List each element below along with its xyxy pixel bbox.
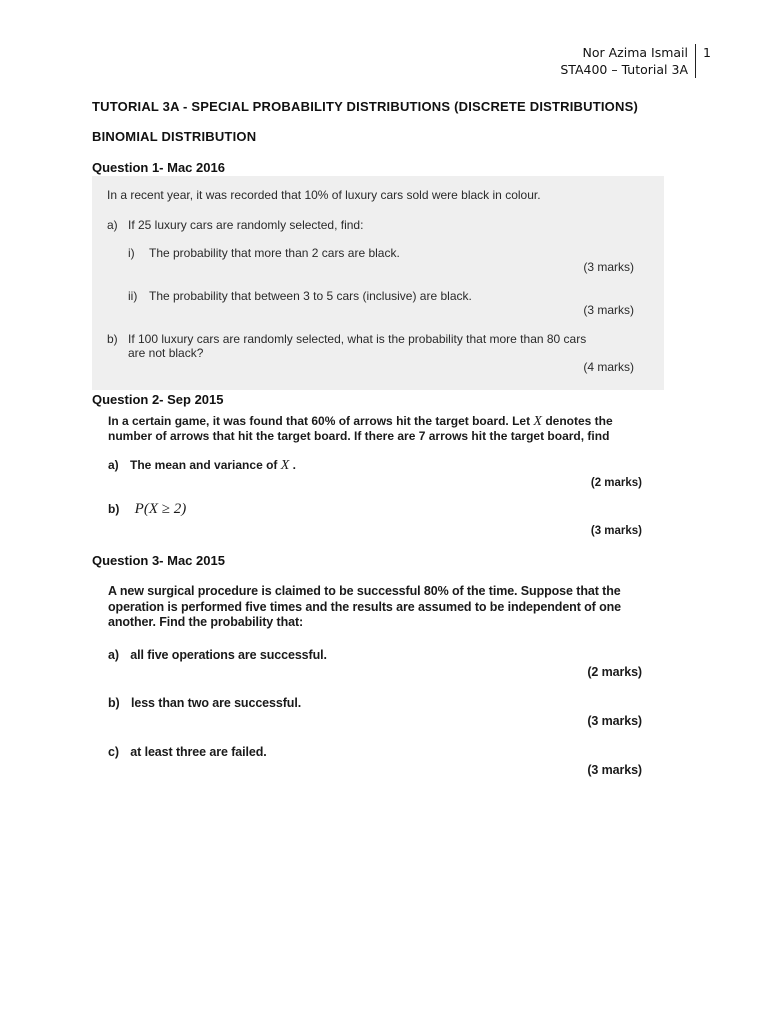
question-1-title: Question 1- Mac 2016 <box>92 160 225 175</box>
q2-part-a <box>108 458 642 473</box>
q1-part-b-label: b) <box>107 332 118 346</box>
q3-part-b <box>108 696 642 712</box>
q2-variable: X <box>533 414 542 429</box>
q3-intro-line-3: another. Find the probability that: <box>108 615 304 629</box>
q3-intro-line-1: A new surgical procedure is claimed to be successful 80% of the time. Suppose that the <box>108 584 621 598</box>
author-name: Nor Azima Ismail <box>582 45 688 60</box>
q3-part-b-label: b) <box>108 696 120 710</box>
q3-part-c-marks: (3 marks) <box>587 763 642 777</box>
q2-part-a-variable: X <box>280 458 290 473</box>
q3-part-a <box>108 648 642 664</box>
q3-part-c-label: c) <box>108 745 119 759</box>
q2-intro-pre: In a certain game, it was found that 60% of arrows hit the target board. Let <box>108 414 531 428</box>
page-title: TUTORIAL 3A - SPECIAL PROBABILITY DISTRIBUTIONS (DISCRETE DISTRIBUTIONS) <box>92 99 638 114</box>
question-3-title: Question 3- Mac 2015 <box>92 553 225 568</box>
q1-part-i-text: The probability that more than 2 cars are black. <box>149 246 400 260</box>
q2-part-a-label: a) <box>108 458 119 472</box>
q3-part-b-marks: (3 marks) <box>587 714 642 728</box>
question-1-body <box>92 176 664 390</box>
q3-part-b-text: less than two are successful. <box>130 696 302 710</box>
q1-part-b-marks: (4 marks) <box>583 360 634 374</box>
q1-part-i-label: i) <box>128 246 135 260</box>
q1-part-b-text-2: are not black? <box>128 346 204 360</box>
q2-part-b <box>108 502 642 517</box>
q2-part-b-marks: (3 marks) <box>590 525 642 537</box>
question-2-title: Question 2- Sep 2015 <box>92 392 224 407</box>
q1-part-ii-text: The probability that between 3 to 5 cars (inclusive) are black. <box>149 289 472 303</box>
page-number: 1 <box>703 45 711 60</box>
q2-part-b-expression: P(X ≥ 2) <box>134 501 187 517</box>
q1-part-ii-marks: (3 marks) <box>583 303 634 317</box>
q1-part-i-marks: (3 marks) <box>583 260 634 274</box>
q2-part-a-marks: (2 marks) <box>590 477 642 489</box>
q3-intro-line-2: operation is performed five times and the results are assumed to be independent of one <box>108 599 622 614</box>
question-2-intro <box>108 414 642 444</box>
q3-part-a-marks: (2 marks) <box>587 665 642 679</box>
q3-part-a-label: a) <box>108 648 119 662</box>
q2-part-a-text: The mean and variance of <box>130 458 278 472</box>
q2-intro-line-2: number of arrows that hit the target board. If there are 7 arrows hit the target board, find <box>108 429 610 443</box>
question-1-intro: In a recent year, it was recorded that 10% of luxury cars sold were black in colour. <box>107 188 541 202</box>
q3-part-c-text: at least three are failed. <box>130 745 267 759</box>
q1-part-b-text-1: If 100 luxury cars are randomly selected, what is the probability that more than 80 cars <box>128 332 587 346</box>
q2-intro-post: denotes the <box>545 414 613 428</box>
q3-part-c <box>108 745 642 761</box>
q2-part-a-end: . <box>292 458 296 472</box>
q1-part-ii-label: ii) <box>128 289 138 303</box>
q1-part-a-text: If 25 luxury cars are randomly selected, find: <box>128 218 364 232</box>
q3-part-a-text: all five operations are successful. <box>130 648 327 662</box>
page-header <box>560 44 696 78</box>
q2-part-b-label: b) <box>108 502 120 516</box>
course-code: STA400 – Tutorial 3A <box>560 62 688 77</box>
q1-part-a-label: a) <box>107 218 118 232</box>
question-3-intro <box>108 584 642 631</box>
section-title: BINOMIAL DISTRIBUTION <box>92 129 257 144</box>
